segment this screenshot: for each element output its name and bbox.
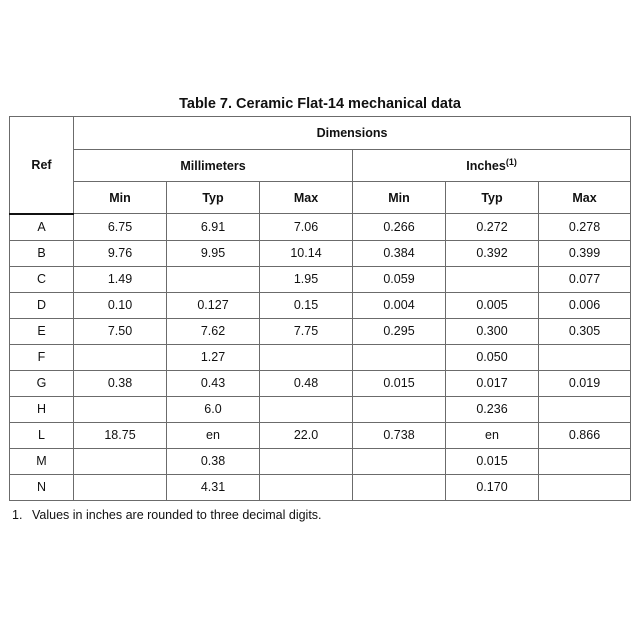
value-cell-in-max: 0.305	[539, 318, 631, 344]
value-cell-in-min: 0.738	[353, 422, 446, 448]
value-cell-mm-max: 0.48	[260, 370, 353, 396]
value-cell-in-min	[353, 474, 446, 500]
value-cell-in-typ: 0.300	[446, 318, 539, 344]
value-cell-mm-typ: 0.38	[167, 448, 260, 474]
value-cell-in-max	[539, 448, 631, 474]
value-cell-mm-min	[74, 396, 167, 422]
value-cell-mm-min: 6.75	[74, 214, 167, 241]
ref-cell: C	[10, 266, 74, 292]
value-cell-in-typ	[446, 266, 539, 292]
value-cell-mm-max: 7.75	[260, 318, 353, 344]
value-cell-mm-max	[260, 474, 353, 500]
value-cell-in-typ: 0.015	[446, 448, 539, 474]
value-cell-mm-typ: 4.31	[167, 474, 260, 500]
mechanical-data-table	[9, 116, 631, 501]
inches-header-label: Inches	[466, 158, 506, 173]
value-cell-mm-max: 0.15	[260, 292, 353, 318]
table-row	[10, 214, 631, 241]
value-cell-in-min: 0.384	[353, 240, 446, 266]
value-cell-mm-min: 7.50	[74, 318, 167, 344]
value-cell-mm-typ: 7.62	[167, 318, 260, 344]
value-cell-mm-min: 9.76	[74, 240, 167, 266]
value-cell-mm-typ	[167, 266, 260, 292]
table-row	[10, 422, 631, 448]
ref-cell: D	[10, 292, 74, 318]
value-cell-in-max	[539, 396, 631, 422]
value-cell-in-max	[539, 344, 631, 370]
table-row	[10, 396, 631, 422]
table-row	[10, 474, 631, 500]
value-cell-in-max: 0.019	[539, 370, 631, 396]
value-cell-in-max: 0.077	[539, 266, 631, 292]
value-cell-in-min: 0.004	[353, 292, 446, 318]
table-row	[10, 266, 631, 292]
mm-typ-header: Typ	[167, 182, 260, 214]
table-row	[10, 344, 631, 370]
value-cell-in-min	[353, 344, 446, 370]
in-typ-header: Typ	[446, 182, 539, 214]
value-cell-mm-max: 7.06	[260, 214, 353, 241]
footnote-marker: (1)	[505, 156, 517, 167]
value-cell-in-min	[353, 396, 446, 422]
ref-cell: H	[10, 396, 74, 422]
value-cell-mm-min: 18.75	[74, 422, 167, 448]
value-cell-mm-max	[260, 448, 353, 474]
ref-column-header: Ref	[10, 117, 74, 214]
value-cell-mm-min	[74, 474, 167, 500]
value-cell-mm-min	[74, 344, 167, 370]
value-cell-mm-max	[260, 344, 353, 370]
ref-cell: A	[10, 214, 74, 241]
value-cell-in-typ: 0.170	[446, 474, 539, 500]
table-row	[10, 448, 631, 474]
value-cell-mm-typ: 0.127	[167, 292, 260, 318]
ref-cell: G	[10, 370, 74, 396]
value-cell-in-typ: 0.392	[446, 240, 539, 266]
table-row	[10, 370, 631, 396]
value-cell-mm-min	[74, 448, 167, 474]
ref-cell: B	[10, 240, 74, 266]
table-row	[10, 292, 631, 318]
value-cell-mm-typ: 6.91	[167, 214, 260, 241]
value-cell-mm-typ: en	[167, 422, 260, 448]
mm-max-header: Max	[260, 182, 353, 214]
dimensions-header: Dimensions	[74, 117, 631, 150]
footnote-text: Values in inches are rounded to three decimal digits.	[32, 508, 322, 522]
value-cell-mm-min: 0.38	[74, 370, 167, 396]
value-cell-in-typ: 0.017	[446, 370, 539, 396]
value-cell-in-max: 0.399	[539, 240, 631, 266]
ref-cell: F	[10, 344, 74, 370]
footnote	[12, 507, 322, 523]
value-cell-in-max: 0.866	[539, 422, 631, 448]
inches-header	[353, 150, 631, 182]
value-cell-in-typ: 0.272	[446, 214, 539, 241]
value-cell-in-min: 0.295	[353, 318, 446, 344]
mm-min-header: Min	[74, 182, 167, 214]
table-title: Table 7. Ceramic Flat-14 mechanical data	[179, 96, 461, 112]
value-cell-mm-typ: 0.43	[167, 370, 260, 396]
value-cell-mm-max: 1.95	[260, 266, 353, 292]
in-min-header: Min	[353, 182, 446, 214]
in-max-header: Max	[539, 182, 631, 214]
value-cell-mm-max	[260, 396, 353, 422]
value-cell-mm-max: 22.0	[260, 422, 353, 448]
value-cell-mm-typ: 1.27	[167, 344, 260, 370]
value-cell-in-min: 0.059	[353, 266, 446, 292]
value-cell-in-typ: 0.236	[446, 396, 539, 422]
value-cell-in-min	[353, 448, 446, 474]
table-row	[10, 240, 631, 266]
millimeters-header: Millimeters	[74, 150, 353, 182]
value-cell-in-typ: 0.050	[446, 344, 539, 370]
ref-cell: M	[10, 448, 74, 474]
footnote-number: 1.	[12, 508, 23, 522]
value-cell-mm-typ: 9.95	[167, 240, 260, 266]
value-cell-mm-min: 1.49	[74, 266, 167, 292]
value-cell-in-max	[539, 474, 631, 500]
table-row	[10, 318, 631, 344]
value-cell-mm-min: 0.10	[74, 292, 167, 318]
value-cell-in-typ: 0.005	[446, 292, 539, 318]
value-cell-in-typ: en	[446, 422, 539, 448]
ref-cell: L	[10, 422, 74, 448]
value-cell-mm-max: 10.14	[260, 240, 353, 266]
ref-cell: E	[10, 318, 74, 344]
ref-cell: N	[10, 474, 74, 500]
table-body	[10, 214, 631, 501]
value-cell-in-min: 0.266	[353, 214, 446, 241]
value-cell-mm-typ: 6.0	[167, 396, 260, 422]
value-cell-in-min: 0.015	[353, 370, 446, 396]
value-cell-in-max: 0.278	[539, 214, 631, 241]
value-cell-in-max: 0.006	[539, 292, 631, 318]
